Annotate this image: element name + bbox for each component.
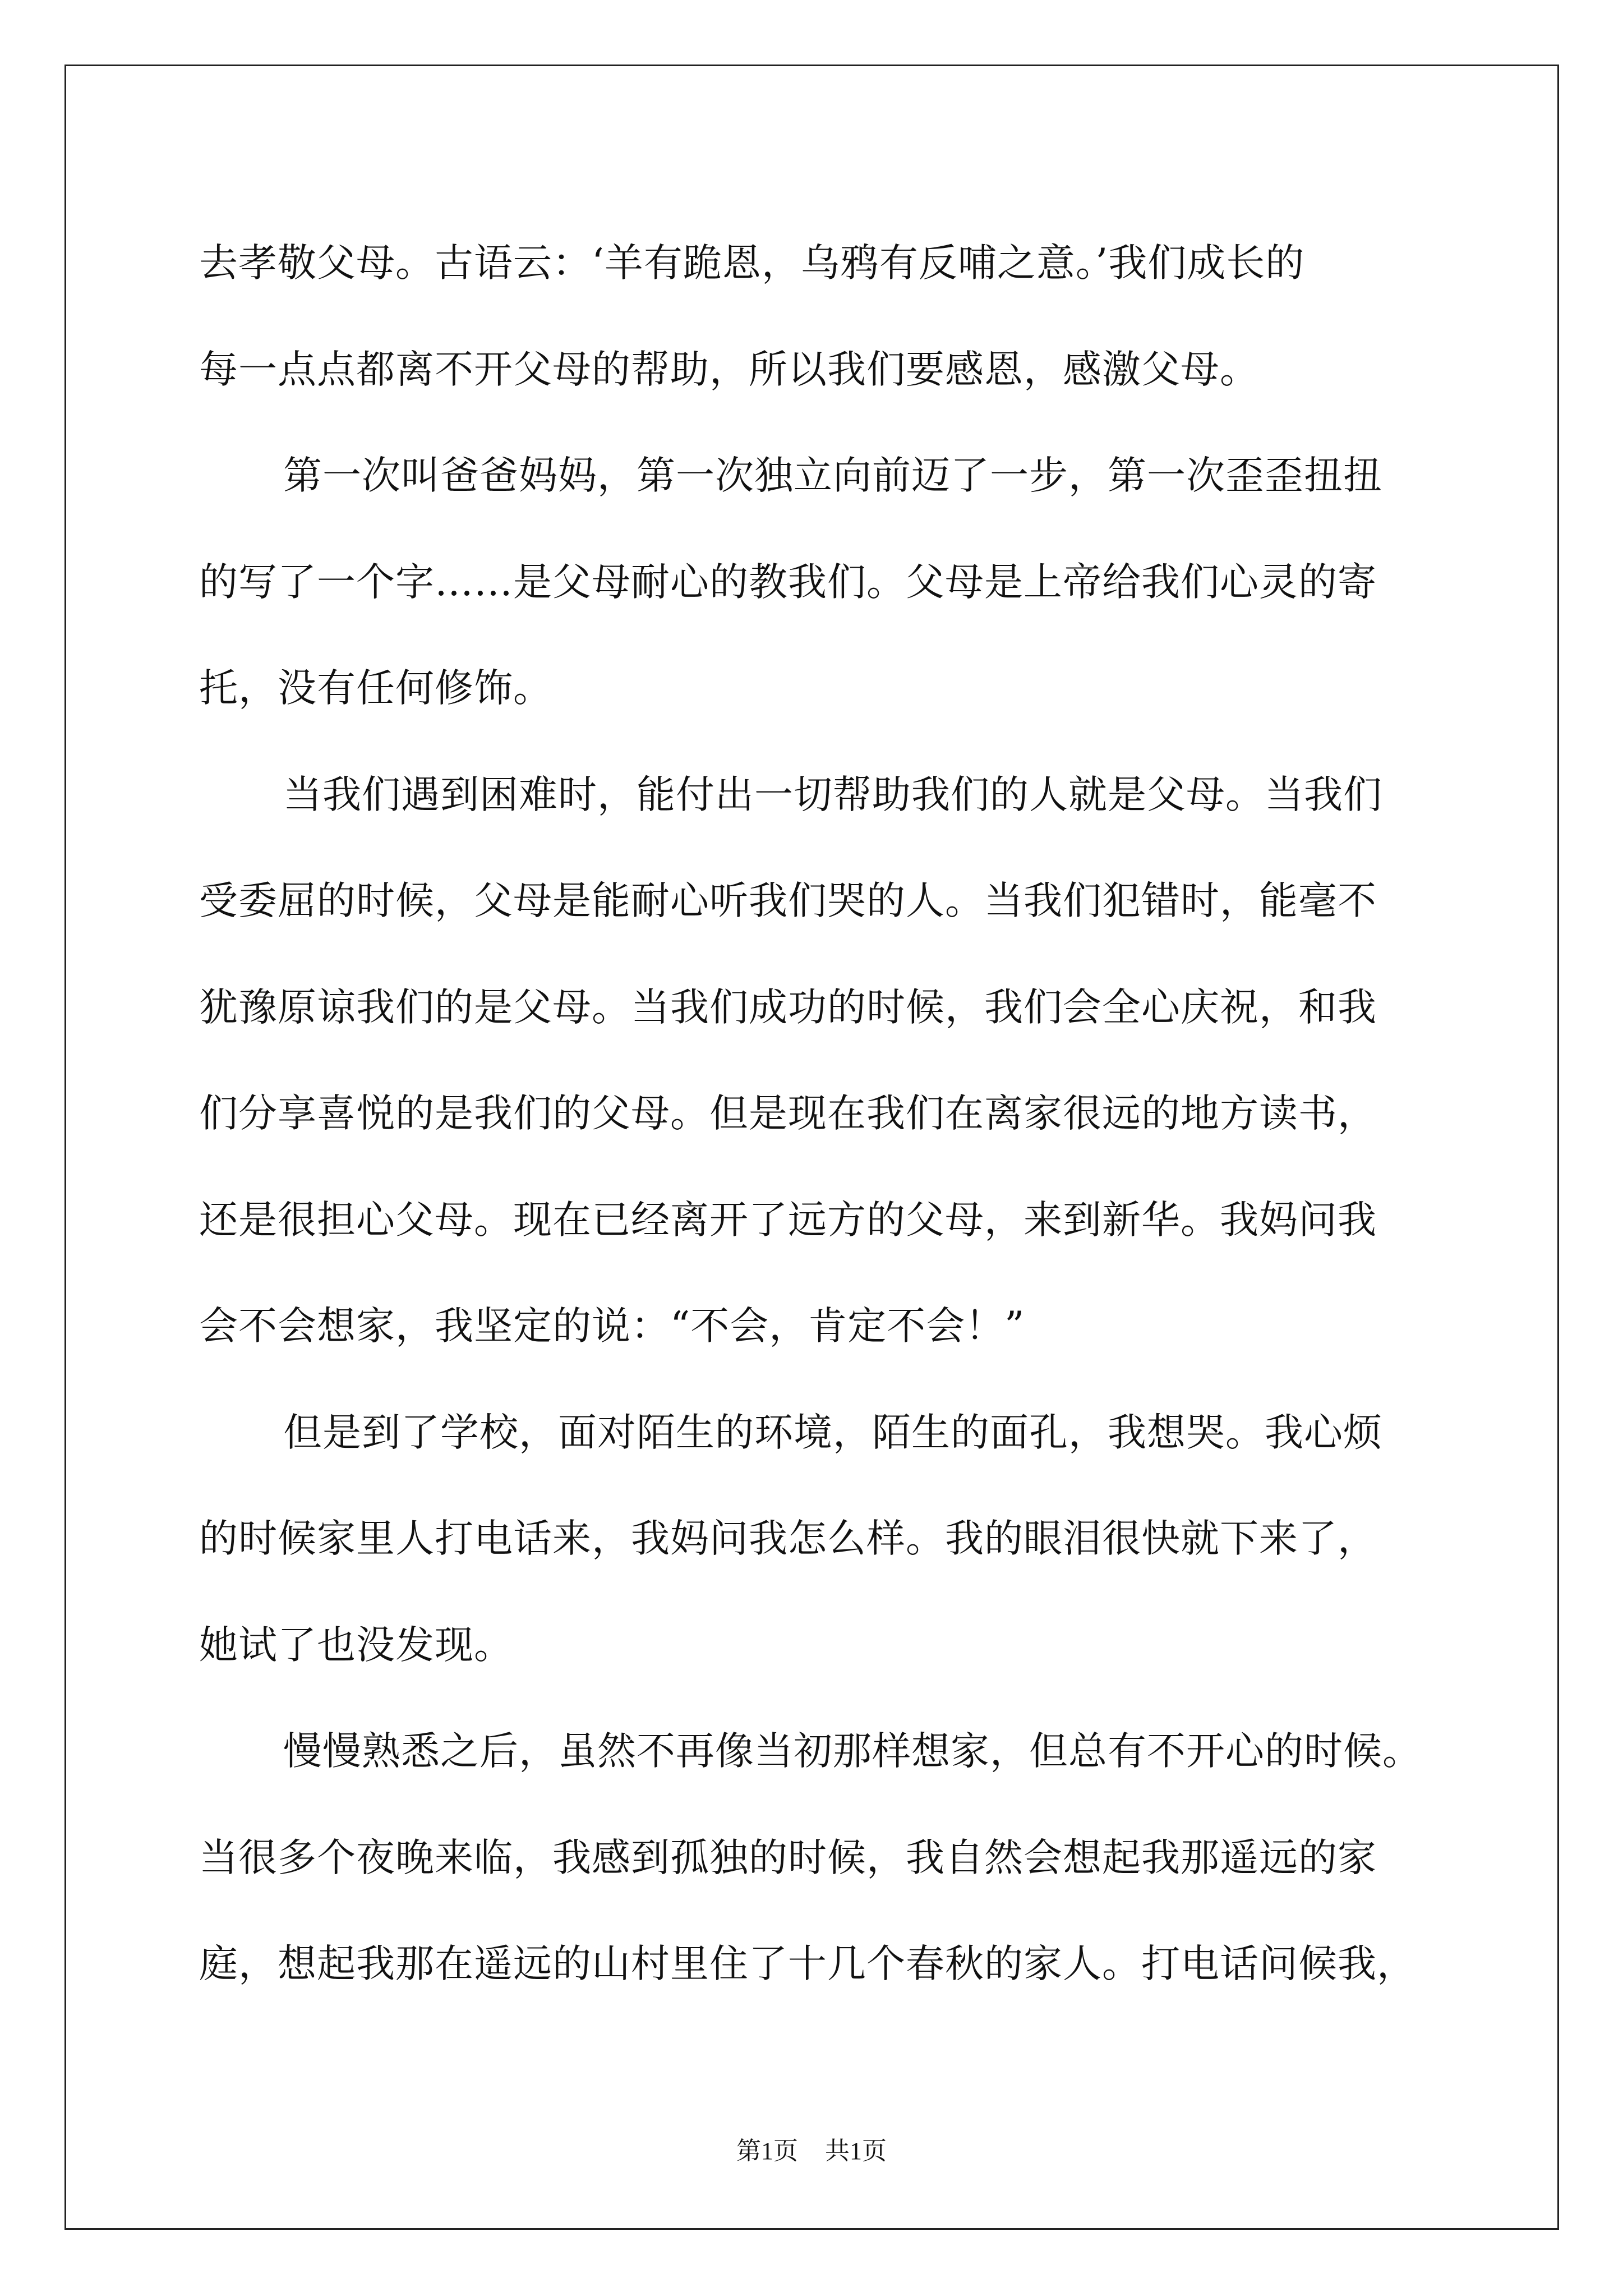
text-line: 们分享喜悦的是我们的父母。但是现在我们在离家很远的地方读书，	[199, 1091, 1377, 1136]
text-line: 受委屈的时候，父母是能耐心听我们哭的人。当我们犯错时，能毫不	[199, 878, 1377, 923]
page-footer	[0, 2134, 1623, 2168]
text-line: 她试了也没发现。	[199, 1622, 513, 1668]
paragraph-start-line: 但是到了学校，面对陌生的环境，陌生的面孔，我想哭。我心烦	[283, 1410, 1382, 1455]
paragraph-start-line: 当我们遇到困难时，能付出一切帮助我们的人就是父母。当我们	[283, 772, 1382, 817]
paragraph-start-line: 慢慢熟悉之后，虽然不再像当初那样想家，但总有不开心的时候。	[283, 1729, 1422, 1774]
text-line: 庭，想起我那在遥远的山村里住了十几个春秋的家人。打电话问候我，	[199, 1941, 1416, 1986]
text-line: 每一点点都离不开父母的帮助，所以我们要感恩，感激父母。	[199, 347, 1259, 392]
text-line: 的时候家里人打电话来，我妈问我怎么样。我的眼泪很快就下来了，	[199, 1516, 1377, 1561]
paragraph-start-line: 第一次叫爸爸妈妈，第一次独立向前迈了一步，第一次歪歪扭扭	[283, 453, 1382, 498]
page-number: 第1页	[736, 2137, 798, 2165]
page-total: 共1页	[825, 2137, 887, 2165]
text-line: 去孝敬父母。古语云：‘羊有跪恩，乌鸦有反哺之意。’我们成长的	[199, 241, 1305, 286]
document-body	[199, 210, 1467, 2018]
text-line: 会不会想家，我坚定的说：“不会，肯定不会！”	[199, 1304, 1025, 1349]
text-line: 托，没有任何修饰。	[199, 666, 552, 711]
text-line: 还是很担心父母。现在已经离开了远方的父母，来到新华。我妈问我	[199, 1197, 1377, 1243]
text-line: 犹豫原谅我们的是父母。当我们成功的时候，我们会全心庆祝，和我	[199, 984, 1377, 1030]
text-line: 当很多个夜晚来临，我感到孤独的时候，我自然会想起我那遥远的家	[199, 1835, 1377, 1880]
text-line: 的写了一个字……是父母耐心的教我们。父母是上帝给我们心灵的寄	[199, 559, 1377, 605]
